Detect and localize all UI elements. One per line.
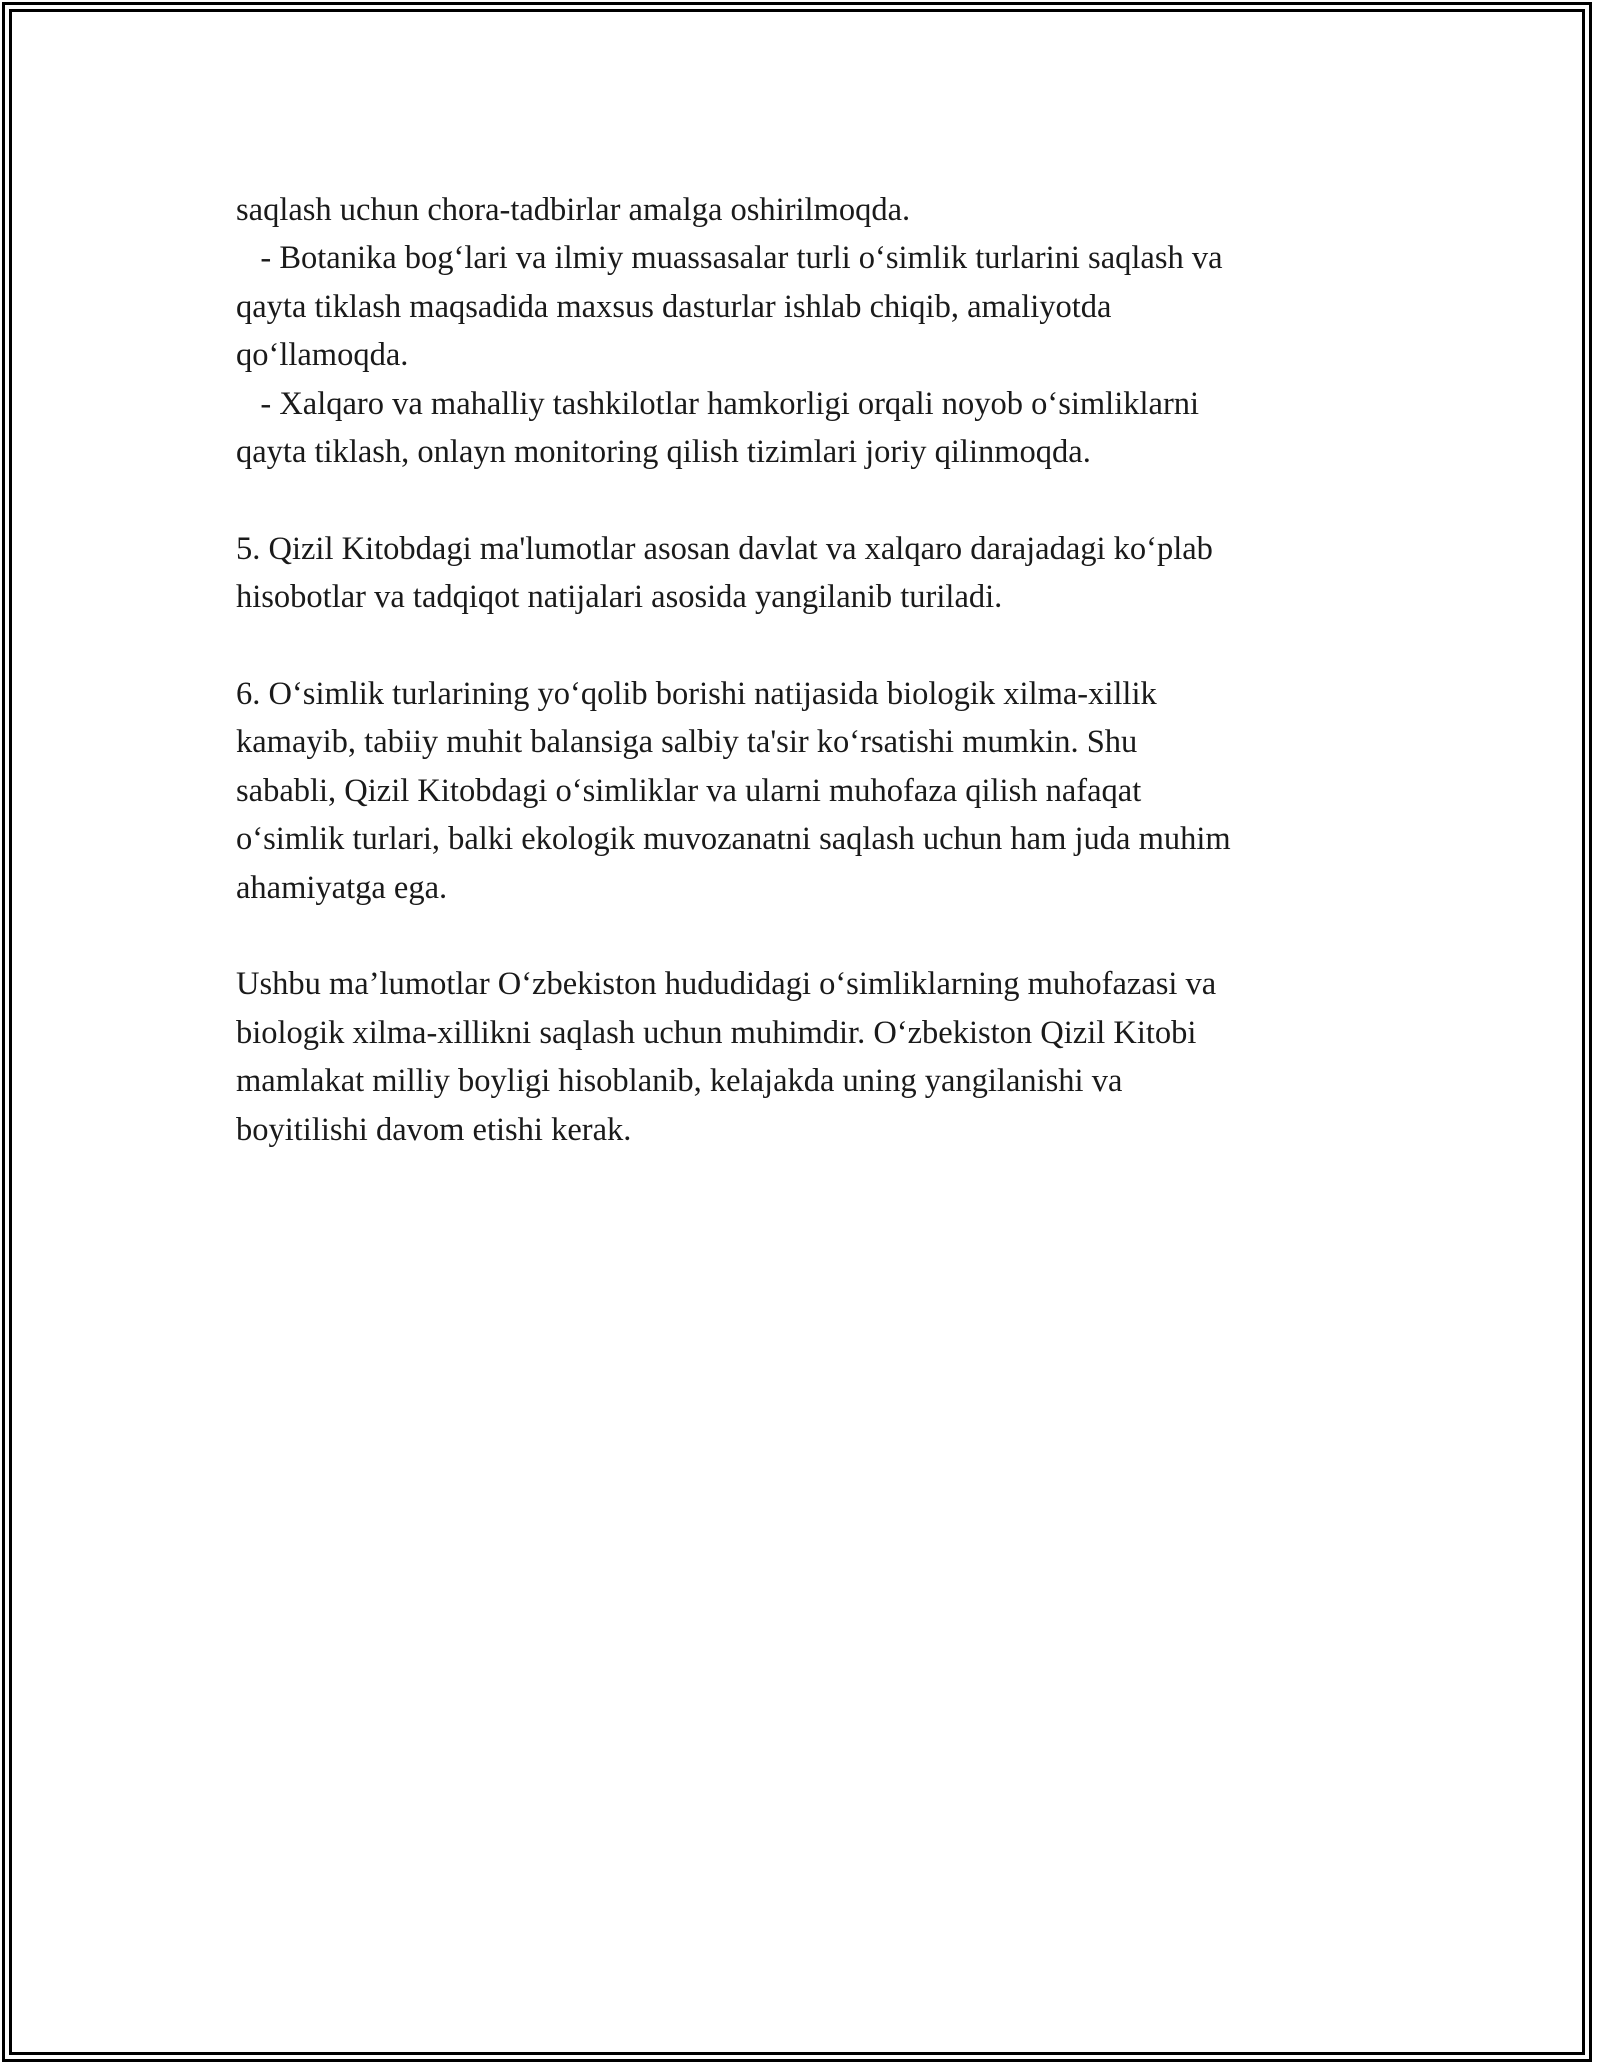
text-line: biologik xilma-xillikni saqlash uchun muhimdir. O‘zbekiston Qizil Kitobi [236, 1014, 1197, 1051]
bullet-international-cooperation [236, 380, 1376, 477]
text-line: saqlash uchun chora-tadbirlar amalga oshirilmoqda. [236, 192, 911, 228]
text-line: - Botanika bog‘lari va ilmiy muassasalar turli o‘simlik turlarini saqlash va [236, 240, 1223, 277]
continuation-paragraph [236, 186, 1376, 234]
text-line: 6. O‘simlik turlarining yo‘qolib borishi natijasida biologik xilma-xillik [236, 676, 1157, 713]
text-line: o‘simlik turlari, balki ekologik muvozanatni saqlash uchun ham juda muhim [236, 821, 1231, 858]
text-line: - Xalqaro va mahalliy tashkilotlar hamkorligi orqali noyob o‘simliklarni [236, 385, 1200, 422]
numbered-point-6 [236, 670, 1376, 912]
conclusion-paragraph [236, 960, 1376, 1154]
bullet-botanical-gardens [236, 234, 1376, 379]
text-line: hisobotlar va tadqiqot natijalari asosida yangilanib turiladi. [236, 579, 1003, 616]
text-line: ahamiyatga ega. [236, 869, 448, 906]
text-line: mamlakat milliy boyligi hisoblanib, kelajakda uning yangilanishi va [236, 1063, 1123, 1100]
numbered-point-5 [236, 525, 1376, 622]
text-line: qayta tiklash, onlayn monitoring qilish tizimlari joriy qilinmoqda. [236, 434, 1091, 471]
paragraph-spacer [236, 912, 1376, 960]
text-line: 5. Qizil Kitobdagi ma'lumotlar asosan davlat va xalqaro darajadagi ko‘plab [236, 530, 1213, 567]
paragraph-spacer [236, 476, 1376, 524]
text-line: qayta tiklash maqsadida maxsus dasturlar ishlab chiqib, amaliyotda [236, 288, 1112, 325]
text-line: sababli, Qizil Kitobdagi o‘simliklar va ularni muhofaza qilish nafaqat [236, 772, 1142, 809]
text-line: Ushbu ma’lumotlar O‘zbekiston hududidagi o‘simliklarning muhofazasi va [236, 966, 1217, 1003]
text-line: boyitilishi davom etishi kerak. [236, 1111, 632, 1148]
text-line: qo‘llamoqda. [236, 337, 409, 374]
document-body [236, 186, 1376, 1154]
text-line: kamayib, tabiiy muhit balansiga salbiy ta'sir ko‘rsatishi mumkin. Shu [236, 724, 1138, 761]
paragraph-spacer [236, 622, 1376, 670]
